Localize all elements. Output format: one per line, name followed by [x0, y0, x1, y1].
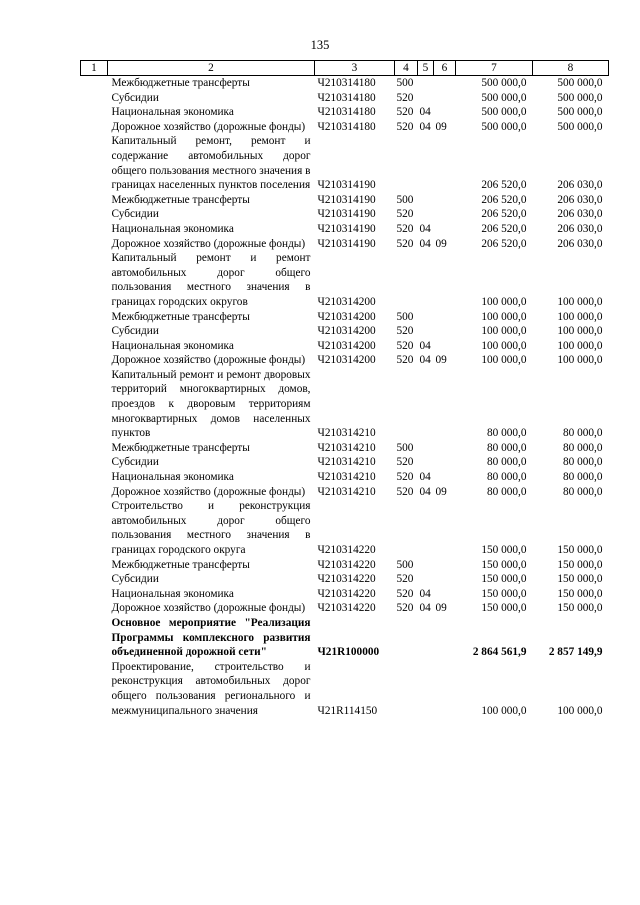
table-row	[81, 660, 609, 718]
row-num-cell	[81, 470, 108, 485]
row-name: Межбюджетные трансферты	[111, 558, 250, 571]
row-rz	[418, 207, 434, 222]
table-row	[81, 237, 609, 252]
row-vr: 500	[396, 441, 414, 454]
table-row	[81, 470, 609, 485]
row-pr	[434, 134, 456, 192]
row-rz	[418, 134, 434, 192]
row-rz: 04	[419, 471, 431, 484]
row-value-7: 500 000,0	[481, 120, 527, 133]
row-vr	[395, 134, 418, 192]
row-pr	[434, 193, 456, 208]
row-pr	[434, 572, 456, 587]
row-vr: 520	[396, 339, 414, 352]
row-value-7: 80 000,0	[486, 456, 527, 469]
page-number: 135	[310, 38, 330, 52]
table-row	[81, 91, 609, 106]
budget-table	[80, 60, 609, 718]
row-code: Ч210314190	[317, 193, 376, 206]
row-code: Ч210314200	[317, 310, 376, 323]
row-value-7: 500 000,0	[481, 106, 527, 119]
row-value-7: 80 000,0	[486, 471, 527, 484]
row-value-8: 150 000,0	[557, 544, 603, 556]
table-row	[81, 105, 609, 120]
table-row	[81, 310, 609, 325]
row-num-cell	[81, 310, 108, 325]
row-rz: 04	[419, 602, 431, 615]
table-row	[81, 616, 609, 660]
row-value-8: 100 000,0	[557, 325, 603, 338]
row-num-cell	[81, 207, 108, 222]
row-pr: 09	[435, 120, 447, 133]
row-vr: 520	[396, 602, 414, 615]
row-rz: 04	[419, 339, 431, 352]
row-code: Ч210314210	[317, 427, 376, 440]
row-pr: 09	[435, 354, 447, 367]
row-value-8: 150 000,0	[557, 558, 603, 571]
row-code: Ч210314210	[317, 485, 376, 498]
row-value-8: 100 000,0	[557, 704, 603, 717]
table-row	[81, 485, 609, 500]
table-row	[81, 558, 609, 573]
table-row	[81, 222, 609, 237]
header-col-3: 3	[315, 61, 395, 76]
row-value-8: 80 000,0	[562, 456, 603, 469]
row-code: Ч210314220	[317, 558, 376, 571]
row-pr	[434, 91, 456, 106]
row-pr	[434, 558, 456, 573]
row-vr: 520	[396, 456, 414, 469]
row-name: Основное мероприятие "Реализация Программы комплексного развития объединенной дорожной сети"	[111, 616, 311, 659]
row-num-cell	[81, 91, 108, 106]
row-code: Ч210314220	[317, 573, 376, 586]
row-value-8: 206 030,0	[557, 222, 603, 235]
row-code: Ч210314210	[317, 456, 376, 469]
row-value-7: 150 000,0	[481, 587, 527, 600]
table-row	[81, 368, 609, 441]
row-rz	[418, 91, 434, 106]
row-code: Ч210314200	[317, 339, 376, 352]
row-value-8: 206 030,0	[557, 208, 603, 221]
row-rz: 04	[419, 485, 431, 498]
row-vr: 520	[396, 222, 414, 235]
row-value-7: 206 520,0	[481, 208, 527, 221]
row-name: Проектирование, строительство и реконструкция автомобильных дорог общего пользования регионального и межмуниципального значения	[111, 660, 311, 717]
row-value-8: 206 030,0	[557, 237, 603, 250]
row-pr	[434, 207, 456, 222]
row-vr: 520	[396, 587, 414, 600]
table-row	[81, 76, 609, 91]
header-col-5: 5	[418, 61, 434, 76]
row-rz	[418, 572, 434, 587]
row-vr	[395, 616, 418, 660]
row-value-8: 80 000,0	[562, 427, 603, 440]
table-row	[81, 339, 609, 354]
row-pr	[434, 470, 456, 485]
row-name: Дорожное хозяйство (дорожные фонды)	[111, 485, 306, 498]
row-value-7: 100 000,0	[481, 325, 527, 338]
row-vr: 500	[396, 558, 414, 571]
row-rz	[418, 660, 434, 718]
row-name: Капитальный ремонт, ремонт и содержание автомобильных дорог общего пользования местного значения в границах населенных пунктов поселения	[111, 135, 311, 192]
row-num-cell	[81, 105, 108, 120]
row-num-cell	[81, 455, 108, 470]
row-pr	[434, 616, 456, 660]
row-value-7: 80 000,0	[486, 441, 527, 454]
row-value-7: 100 000,0	[481, 354, 527, 367]
header-col-7: 7	[456, 61, 533, 76]
row-value-7: 150 000,0	[481, 558, 527, 571]
row-num-cell	[81, 120, 108, 135]
row-pr	[434, 105, 456, 120]
row-rz: 04	[419, 237, 431, 250]
table-row	[81, 207, 609, 222]
row-name: Национальная экономика	[111, 106, 234, 119]
row-value-7: 500 000,0	[481, 91, 527, 104]
row-vr: 520	[396, 354, 414, 367]
row-code: Ч210314220	[317, 587, 376, 600]
row-vr	[395, 251, 418, 309]
row-vr: 500	[396, 77, 414, 89]
row-rz	[418, 310, 434, 325]
row-name: Национальная экономика	[111, 222, 234, 235]
row-pr: 09	[435, 602, 447, 615]
header-col-8: 8	[533, 61, 609, 76]
row-vr	[395, 660, 418, 718]
row-name: Капитальный ремонт и ремонт автомобильных дорог общего пользования местного значения в границах городских округов	[111, 252, 311, 308]
row-rz	[418, 499, 434, 557]
row-rz	[418, 455, 434, 470]
row-rz	[418, 558, 434, 573]
row-code: Ч210314180	[317, 77, 376, 89]
row-name: Дорожное хозяйство (дорожные фонды)	[111, 602, 306, 615]
row-vr	[395, 368, 418, 441]
row-value-8: 206 030,0	[557, 193, 603, 206]
table-row	[81, 324, 609, 339]
row-num-cell	[81, 572, 108, 587]
row-rz	[418, 251, 434, 309]
row-name: Дорожное хозяйство (дорожные фонды)	[111, 120, 306, 133]
row-name: Национальная экономика	[111, 339, 234, 352]
row-vr: 520	[396, 485, 414, 498]
row-name: Межбюджетные трансферты	[111, 77, 250, 89]
row-num-cell	[81, 353, 108, 368]
row-value-7: 150 000,0	[481, 544, 527, 556]
row-name: Национальная экономика	[111, 471, 234, 484]
row-value-8: 500 000,0	[557, 106, 603, 119]
row-num-cell	[81, 660, 108, 718]
row-pr	[434, 339, 456, 354]
row-name: Капитальный ремонт и ремонт дворовых территорий многоквартирных домов, проездов к дворовым территориям многоквартирных домов населенных пунктов	[111, 368, 311, 440]
row-value-7: 100 000,0	[481, 339, 527, 352]
row-pr	[434, 441, 456, 456]
row-num-cell	[81, 339, 108, 354]
row-value-7: 80 000,0	[486, 485, 527, 498]
row-value-8: 80 000,0	[562, 441, 603, 454]
row-pr	[434, 499, 456, 557]
row-value-8: 206 030,0	[557, 179, 603, 192]
row-vr	[395, 499, 418, 557]
row-rz	[418, 441, 434, 456]
row-value-7: 206 520,0	[481, 193, 527, 206]
row-name: Дорожное хозяйство (дорожные фонды)	[111, 237, 306, 250]
row-num-cell	[81, 251, 108, 309]
table-row	[81, 120, 609, 135]
table-row	[81, 441, 609, 456]
table-row	[81, 587, 609, 602]
row-value-7: 206 520,0	[481, 222, 527, 235]
row-pr	[434, 76, 456, 91]
row-vr: 520	[396, 325, 414, 338]
row-name: Межбюджетные трансферты	[111, 310, 250, 323]
row-vr: 520	[396, 91, 414, 104]
row-rz: 04	[419, 222, 431, 235]
row-code: Ч210314220	[317, 602, 376, 615]
row-num-cell	[81, 499, 108, 557]
row-name: Субсидии	[111, 91, 159, 104]
row-pr: 09	[435, 237, 447, 250]
row-num-cell	[81, 134, 108, 192]
row-rz	[418, 616, 434, 660]
row-name: Национальная экономика	[111, 587, 234, 600]
row-value-8: 500 000,0	[557, 77, 603, 89]
row-rz	[418, 368, 434, 441]
table-row	[81, 455, 609, 470]
row-rz: 04	[419, 106, 431, 119]
row-value-7: 500 000,0	[481, 77, 527, 89]
row-rz: 04	[419, 354, 431, 367]
row-value-8: 100 000,0	[557, 339, 603, 352]
row-code: Ч210314190	[317, 208, 376, 221]
row-code: Ч210314200	[317, 295, 376, 308]
row-num-cell	[81, 76, 108, 91]
table-row	[81, 572, 609, 587]
row-value-8: 150 000,0	[557, 602, 603, 615]
row-num-cell	[81, 237, 108, 252]
table-row	[81, 193, 609, 208]
row-pr	[434, 455, 456, 470]
row-value-7: 80 000,0	[486, 427, 527, 440]
row-name: Межбюджетные трансферты	[111, 441, 250, 454]
table-row	[81, 353, 609, 368]
header-col-4: 4	[395, 61, 418, 76]
row-num-cell	[81, 441, 108, 456]
row-value-8: 100 000,0	[557, 295, 603, 308]
row-pr	[434, 324, 456, 339]
row-value-8: 150 000,0	[557, 573, 603, 586]
row-vr: 520	[396, 208, 414, 221]
row-code: Ч21R114150	[317, 704, 378, 717]
row-value-7: 206 520,0	[481, 179, 527, 192]
row-num-cell	[81, 368, 108, 441]
row-rz	[418, 76, 434, 91]
row-vr: 520	[396, 573, 414, 586]
row-num-cell	[81, 558, 108, 573]
row-value-8: 80 000,0	[562, 471, 603, 484]
row-name: Субсидии	[111, 456, 159, 469]
row-pr	[434, 368, 456, 441]
row-code: Ч210314220	[317, 544, 376, 556]
row-vr: 520	[396, 237, 414, 250]
row-value-7: 2 864 561,9	[472, 646, 527, 659]
row-name: Межбюджетные трансферты	[111, 193, 250, 206]
row-num-cell	[81, 222, 108, 237]
row-value-7: 100 000,0	[481, 295, 527, 308]
row-name: Субсидии	[111, 573, 159, 586]
row-num-cell	[81, 485, 108, 500]
row-name: Строительство и реконструкция автомобильных дорог общего пользования местного значения в границах городского округа	[111, 500, 311, 556]
row-code: Ч210314210	[317, 471, 376, 484]
row-rz: 04	[419, 120, 431, 133]
row-vr: 500	[396, 310, 414, 323]
row-vr: 520	[396, 120, 414, 133]
row-value-8: 150 000,0	[557, 587, 603, 600]
row-name: Субсидии	[111, 325, 159, 338]
row-code: Ч210314180	[317, 106, 376, 119]
header-col-6: 6	[434, 61, 456, 76]
row-name: Дорожное хозяйство (дорожные фонды)	[111, 354, 306, 367]
row-value-7: 206 520,0	[481, 237, 527, 250]
row-pr	[434, 310, 456, 325]
table-row	[81, 499, 609, 557]
row-value-8: 100 000,0	[557, 354, 603, 367]
table-row	[81, 601, 609, 616]
row-num-cell	[81, 324, 108, 339]
header-col-2: 2	[108, 61, 315, 76]
row-num-cell	[81, 193, 108, 208]
row-code: Ч210314180	[317, 91, 376, 104]
row-vr: 520	[396, 106, 414, 119]
row-value-7: 100 000,0	[481, 310, 527, 323]
row-rz	[418, 193, 434, 208]
row-value-7: 150 000,0	[481, 573, 527, 586]
row-code: Ч210314200	[317, 325, 376, 338]
row-rz	[418, 324, 434, 339]
table-row	[81, 134, 609, 192]
row-pr	[434, 660, 456, 718]
header-col-1: 1	[81, 61, 108, 76]
row-num-cell	[81, 601, 108, 616]
row-value-7: 150 000,0	[481, 602, 527, 615]
row-value-8: 100 000,0	[557, 310, 603, 323]
row-pr	[434, 222, 456, 237]
row-vr: 520	[396, 471, 414, 484]
row-value-8: 500 000,0	[557, 91, 603, 104]
table-header	[81, 61, 609, 76]
row-code: Ч210314210	[317, 441, 376, 454]
row-name: Субсидии	[111, 208, 159, 221]
row-code: Ч210314190	[317, 179, 376, 192]
row-value-8: 2 857 149,9	[548, 646, 603, 659]
row-value-7: 100 000,0	[481, 704, 527, 717]
row-rz: 04	[419, 587, 431, 600]
row-code: Ч210314200	[317, 354, 376, 367]
row-num-cell	[81, 616, 108, 660]
row-value-8: 500 000,0	[557, 120, 603, 133]
row-code: Ч21R100000	[317, 646, 380, 659]
row-pr: 09	[435, 485, 447, 498]
table-row	[81, 251, 609, 309]
row-vr: 500	[396, 193, 414, 206]
row-code: Ч210314180	[317, 120, 376, 133]
row-code: Ч210314190	[317, 222, 376, 235]
row-num-cell	[81, 587, 108, 602]
row-value-8: 80 000,0	[562, 485, 603, 498]
row-code: Ч210314190	[317, 237, 376, 250]
row-pr	[434, 587, 456, 602]
row-pr	[434, 251, 456, 309]
